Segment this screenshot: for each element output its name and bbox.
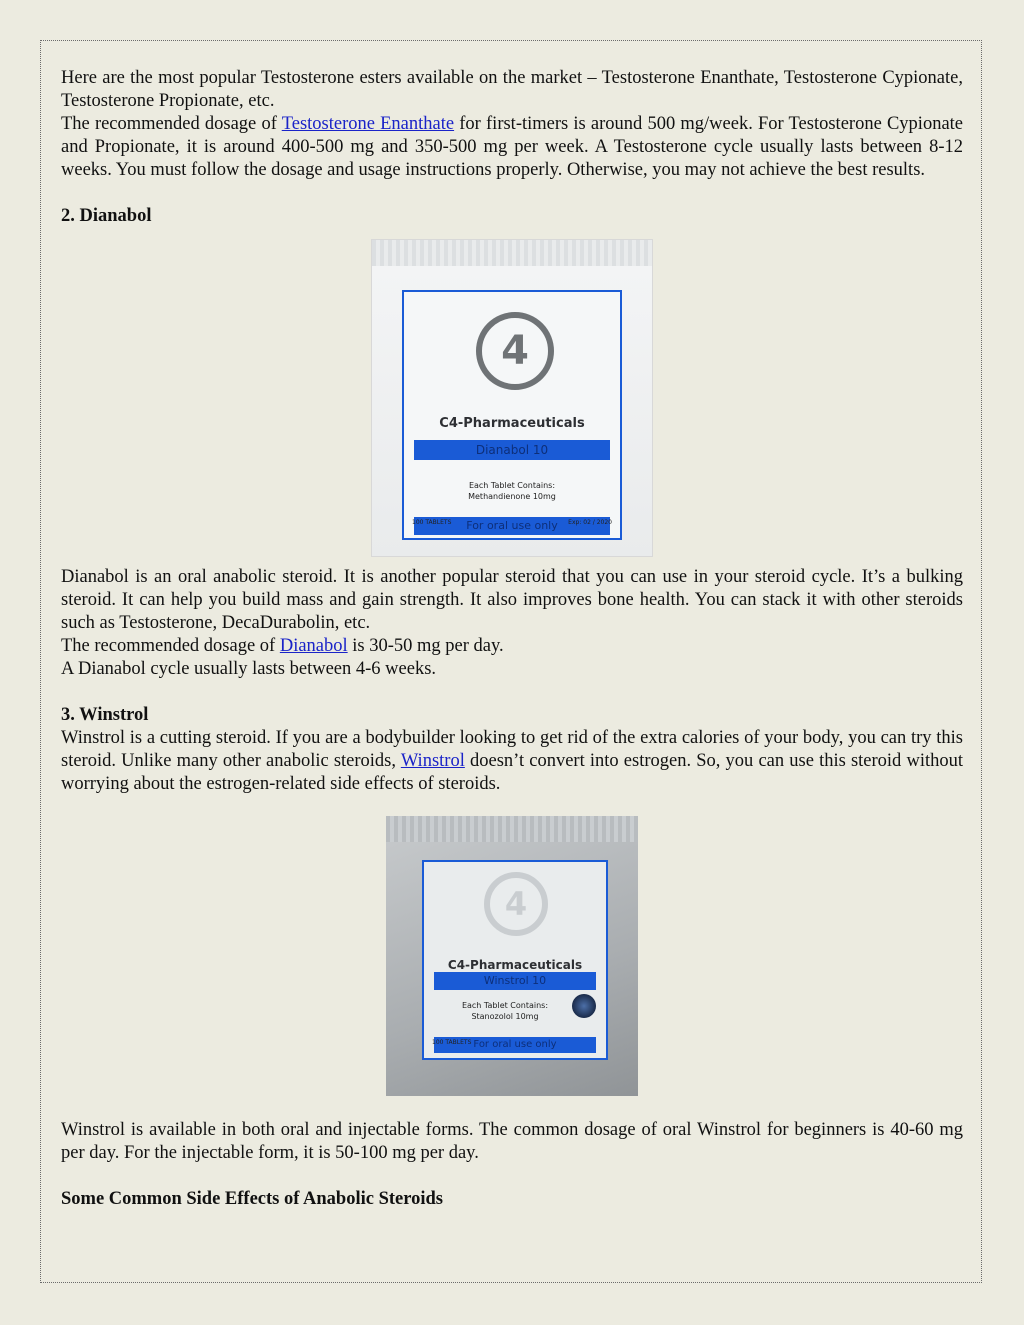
bag-label: [422, 860, 608, 1060]
spacer: [61, 1096, 963, 1119]
bag-seal: [372, 240, 652, 266]
winstrol-figure: [61, 796, 963, 1096]
testosterone-enanthate-link[interactable]: Testosterone Enanthate: [281, 114, 455, 134]
contents-line-1: Each Tablet Contains:: [468, 481, 556, 490]
document-body: [61, 67, 963, 1211]
text-span: Winstrol is a cutting steroid. If you are a bodybuilder looking to get rid of the extra calories of your body, you can try this steroid. Unlike many other anabolic steroids,: [61, 728, 963, 771]
product-name-band: Dianabol 10: [414, 440, 610, 460]
hologram-seal-icon: [572, 994, 596, 1018]
winstrol-description: [61, 727, 963, 796]
spacer: [61, 681, 963, 704]
contents-text: [404, 480, 620, 502]
winstrol-dosage: Winstrol is available in both oral and injectable forms. The common dosage of oral Winstrol for beginners is 40-60 mg per day. For the injectable form, it is 50-100 mg per day.: [61, 1120, 963, 1163]
brand-name: C4-Pharmaceuticals: [439, 416, 585, 431]
oral-use-band: For oral use only: [414, 517, 610, 535]
brand-name: C4-Pharmaceuticals: [447, 958, 583, 972]
dianabol-figure: [61, 228, 963, 557]
contents-line-1: Each Tablet Contains:: [461, 1001, 549, 1010]
dianabol-cycle: A Dianabol cycle usually lasts between 4-6 weeks.: [61, 659, 437, 679]
c4-logo-icon: 4: [476, 312, 554, 390]
expiry-date: Exp: 02 / 2020: [568, 519, 612, 526]
dianabol-link[interactable]: Dianabol: [279, 636, 348, 656]
intro-paragraph: Here are the most popular Testosterone esters available on the market – Testosterone Enanthate, Testosterone Cypionate, Testosterone Propionate, etc.: [61, 68, 963, 111]
testosterone-dosage-paragraph: [61, 113, 963, 182]
dianabol-heading: 2. Dianabol: [61, 206, 152, 226]
text-span: doesn’t convert into estrogen. So, you can use this steroid without worrying about the estrogen-related side effects of steroids.: [61, 751, 963, 794]
winstrol-package-image: [386, 816, 638, 1096]
bag-seal: [386, 816, 638, 842]
text-span: is 30-50 mg per day.: [347, 636, 504, 656]
tablet-count: 100 TABLETS: [412, 519, 452, 526]
spacer: [61, 557, 963, 566]
product-name-band: Winstrol 10: [434, 972, 596, 990]
contents-line-2: Methandienone 10mg: [468, 492, 556, 501]
tablet-count: 100 TABLETS: [432, 1039, 472, 1046]
winstrol-link[interactable]: Winstrol: [400, 751, 465, 771]
dianabol-description: Dianabol is an oral anabolic steroid. It is another popular steroid that you can use in your steroid cycle. It’s a bulking steroid. It can help you build mass and gain strength. It also improves bone health. You can stack it with other steroids such as Testosterone, DecaDurabolin, etc.: [61, 567, 963, 633]
text-span: The recommended dosage of: [61, 636, 280, 656]
bag-label: [402, 290, 622, 540]
spacer: [61, 1165, 963, 1188]
dianabol-dosage: [61, 635, 963, 658]
contents-line-2: Stanozolol 10mg: [471, 1012, 539, 1021]
oral-use-band: For oral use only: [434, 1037, 596, 1053]
winstrol-heading: 3. Winstrol: [61, 705, 149, 725]
spacer: [61, 182, 963, 205]
c4-logo-icon: 4: [484, 872, 548, 936]
side-effects-heading: Some Common Side Effects of Anabolic Steroids: [61, 1189, 443, 1209]
text-span: The recommended dosage of: [61, 114, 282, 134]
dianabol-package-image: [371, 239, 653, 557]
text-span: for first-timers is around 500 mg/week. For Testosterone Cypionate and Propionate, it is around 400-500 mg and 350-500 mg per week. A Testosterone cycle usually lasts between 8-12 weeks. You must follow the dosage and usage instructions properly. Otherwise, you may not achieve the best results.: [61, 114, 964, 180]
